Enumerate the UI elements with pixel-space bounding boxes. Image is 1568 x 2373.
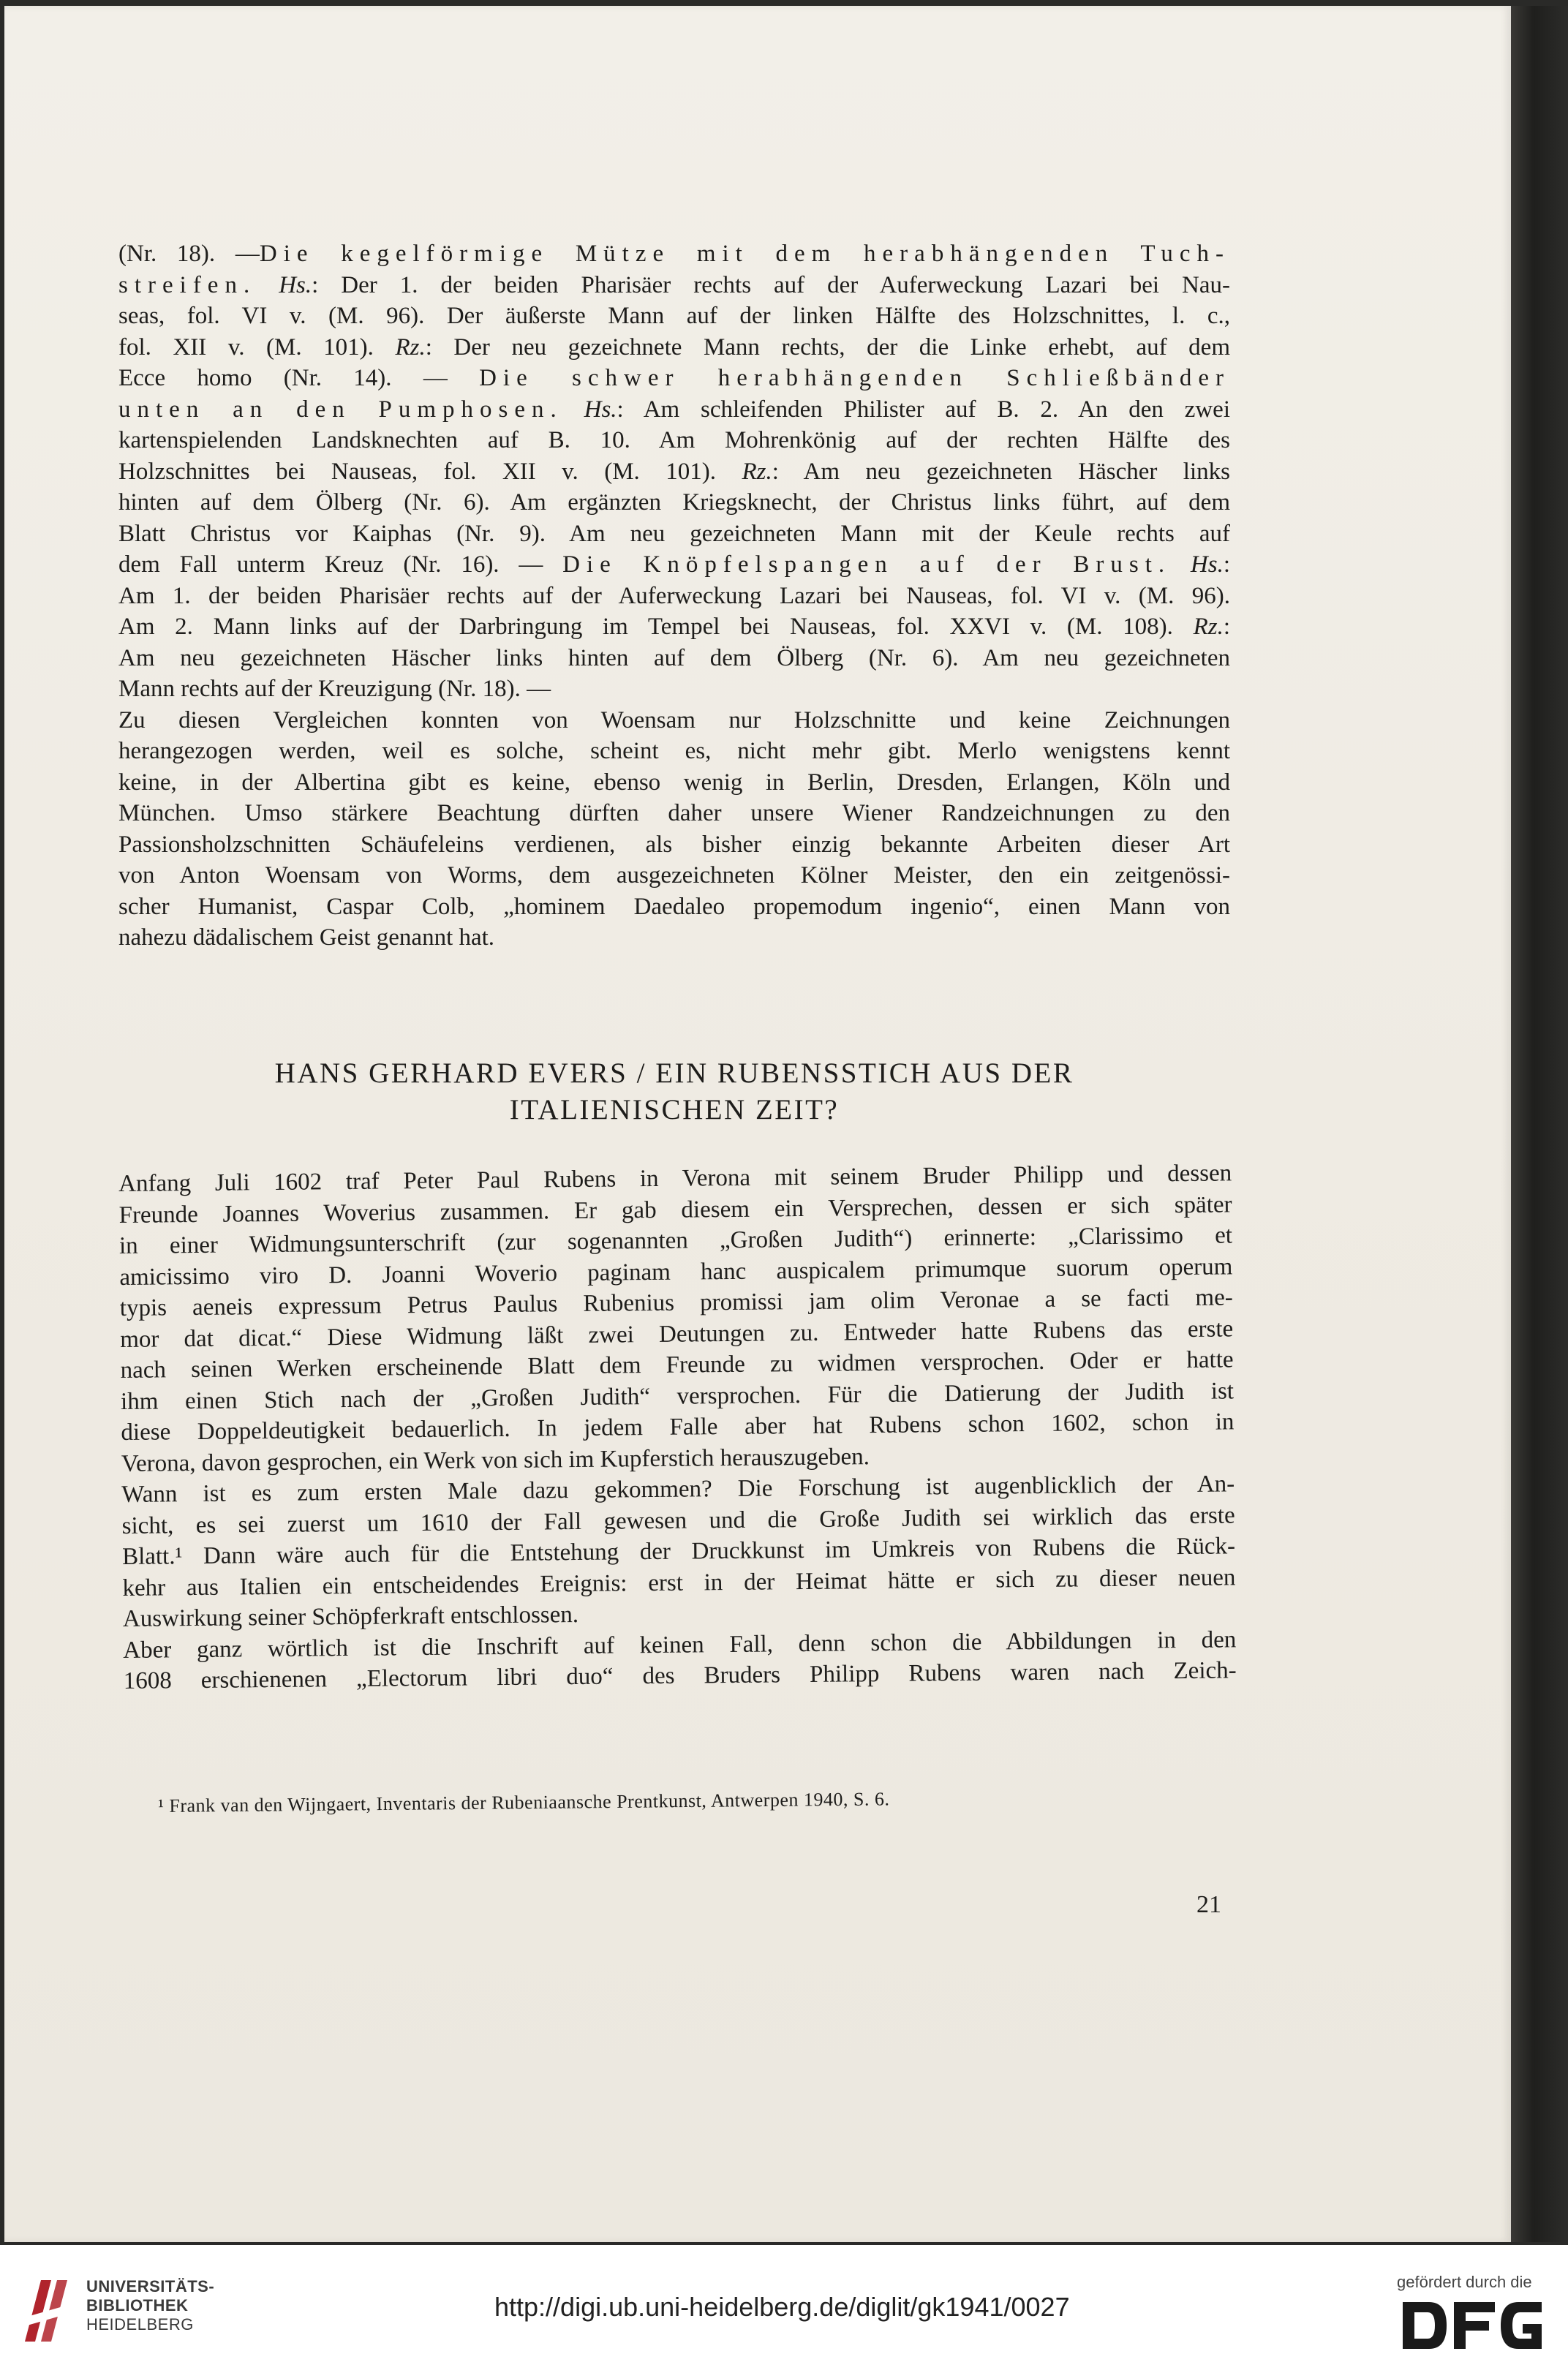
text-segment: : Am schleifenden Philister auf B. 2. An den zwei	[617, 396, 1231, 423]
text-block-lower	[118, 1158, 1237, 1697]
text-segment: Blatt.¹ Dann wäre auch für die Entstehung der Druckkunst im Umkreis von Rubens die Rück-	[121, 1533, 1236, 1570]
text-segment: mor dat dicat.“ Diese Widmung läßt zwei Deutungen zu. Entweder hatte Rubens das erste	[120, 1315, 1234, 1353]
text-segment: : Der 1. der beiden Pharisäer rechts auf der Auferweckung Lazari bei Nau-	[312, 271, 1231, 298]
text-segment: seas, fol. VI v. (M. 96). Der äußerste Mann auf der linken Hälfte des Holzschnittes, l. c.,	[118, 303, 1230, 329]
text-segment: Verona, davon gesprochen, ein Werk von sich im Kupferstich herauszugeben.	[121, 1443, 870, 1477]
text-line	[118, 891, 1230, 923]
text-segment	[1171, 551, 1191, 578]
text-line	[118, 549, 1230, 581]
permalink-url[interactable]: http://digi.ub.uni-heidelberg.de/diglit/gk1941/0027	[494, 2292, 1070, 2322]
text-line	[118, 611, 1230, 643]
text-segment: München. Umso stärkere Beachtung dürften daher unsere Wiener Randzeichnungen zu den	[118, 800, 1230, 826]
text-line	[118, 332, 1230, 363]
text-line	[118, 270, 1230, 301]
text-segment: ihm einen Stich nach der „Großen Judith“ versprochen. Für die Datierung der Judith ist	[120, 1377, 1235, 1415]
dfg-logo-icon	[1401, 2296, 1545, 2355]
text-segment: Auswirkung seiner Schöpferkraft entschlossen.	[122, 1601, 579, 1632]
article-heading	[118, 1055, 1230, 1128]
text-line	[118, 860, 1230, 891]
text-segment: keine, in der Albertina gibt es keine, ebenso wenig in Berlin, Dresden, Erlangen, Köln und	[118, 769, 1230, 796]
heading-line-2: ITALIENISCHEN ZEIT?	[509, 1094, 840, 1125]
text-line	[118, 425, 1230, 456]
spaced-emphasis-text: unten an den Pumphosen.	[118, 396, 563, 423]
text-line	[118, 301, 1230, 332]
text-segment: amicissimo viro D. Joanni Woverio paginam hanc auspicalem primumque suorum operum	[119, 1253, 1233, 1291]
library-name-line-1: UNIVERSITÄTS-	[86, 2277, 215, 2295]
text-segment: : Der neu gezeichnete Mann rechts, der die Linke erhebt, auf dem	[425, 333, 1230, 361]
spaced-emphasis-text: Die kegelförmige Mütze mit dem herabhängenden Tuch-	[259, 241, 1230, 267]
book-page	[4, 6, 1511, 2242]
text-line	[118, 518, 1230, 550]
text-segment: kartenspielenden Landsknechten auf B. 10. Am Mohrenkönig auf der rechten Hälfte des	[118, 427, 1230, 453]
text-line	[118, 487, 1230, 518]
library-name	[86, 2277, 214, 2334]
text-segment: Wann ist es zum ersten Male dazu gekommen? Die Forschung ist augenblicklich der An-	[121, 1471, 1235, 1508]
text-segment: Am 1. der beiden Pharisäer rechts auf der Auferweckung Lazari bei Nauseas, fol. VI v. (M. 96).	[118, 582, 1230, 609]
italic-abbreviation: Rz.	[742, 458, 772, 485]
text-segment: Blatt Christus vor Kaiphas (Nr. 9). Am neu gezeichneten Mann mit der Keule rechts auf	[118, 520, 1230, 547]
text-line	[118, 829, 1230, 861]
page-edge-shadow	[1511, 6, 1568, 2242]
text-line	[118, 238, 1230, 270]
footnote: ¹ Frank van den Wijngaert, Inventaris der Rubeniaansche Prentkunst, Antwerpen 1940, S. 6.	[158, 1788, 890, 1816]
text-segment: typis aeneis expressum Petrus Paulus Rubenius promissi jam olim Veronae a se facti me-	[119, 1284, 1233, 1321]
spaced-emphasis-text: streifen.	[118, 271, 257, 298]
text-segment: nahezu dädalischem Geist genannt hat.	[118, 924, 495, 951]
text-segment: Zu diesen Vergleichen konnten von Woensam nur Holzschnitte und keine Zeichnungen	[118, 706, 1230, 733]
text-line	[118, 394, 1230, 426]
text-line	[118, 922, 1230, 954]
text-segment: Am neu gezeichneten Häscher links hinten auf dem Ölberg (Nr. 6). Am neu gezeichneten	[118, 644, 1230, 671]
text-segment: nach seinen Werken erscheinende Blatt dem Freunde zu widmen versprochen. Oder er hatte	[120, 1346, 1234, 1384]
library-logo-icon	[19, 2274, 76, 2347]
text-segment	[563, 396, 584, 423]
text-segment: Passionsholzschnitten Schäufeleins verdienen, als bisher einzig bekannte Arbeiten dieser Art	[118, 831, 1230, 858]
text-segment: hinten auf dem Ölberg (Nr. 6). Am ergänzten Kriegsknecht, der Christus links führt, auf dem	[118, 489, 1230, 516]
text-line	[118, 581, 1230, 612]
text-line	[118, 736, 1230, 767]
text-segment	[256, 272, 279, 298]
text-line	[118, 674, 1230, 705]
text-segment: :	[1223, 614, 1230, 640]
page-number: 21	[1196, 1891, 1221, 1918]
heading-line-1: HANS GERHARD EVERS / EIN RUBENSSTICH AUS DER	[274, 1057, 1074, 1089]
text-line	[118, 456, 1230, 488]
italic-abbreviation: Hs.	[1190, 551, 1224, 578]
text-segment: von Anton Woensam von Worms, dem ausgezeichneten Kölner Meister, den ein zeitgenössi-	[118, 862, 1230, 889]
text-segment: diese Doppeldeutigkeit bedauerlich. In jedem Falle aber hat Rubens schon 1602, schon in	[121, 1408, 1235, 1446]
text-segment: fol. XII v. (M. 101).	[118, 333, 396, 361]
text-segment: Freunde Joannes Woverius zusammen. Er gab diesem ein Versprechen, dessen er sich später	[118, 1191, 1232, 1229]
text-segment: Holzschnittes bei Nauseas, fol. XII v. (M. 101).	[118, 458, 742, 485]
spaced-emphasis-text: Die Knöpfelspangen auf der Brust.	[562, 551, 1172, 578]
text-segment: Am 2. Mann links auf der Darbringung im Tempel bei Nauseas, fol. XXVI v. (M. 108).	[118, 614, 1194, 640]
text-line	[118, 767, 1230, 799]
text-segment: scher Humanist, Caspar Colb, „hominem Daedaleo propemodum ingenio“, einen Mann von	[118, 893, 1230, 920]
text-segment: (Nr. 18). —	[118, 241, 260, 267]
text-segment: Aber ganz wörtlich ist die Inschrift auf keinen Fall, denn schon die Abbildungen in den	[123, 1626, 1237, 1664]
library-name-line-3: HEIDELBERG	[86, 2315, 194, 2334]
spaced-emphasis-text: Die schwer herabhängenden Schließbänder	[479, 365, 1230, 391]
text-block-upper	[118, 238, 1230, 954]
text-segment: Mann rechts auf der Kreuzigung (Nr. 18). —	[118, 676, 551, 702]
funded-by-text: gefördert durch die	[1397, 2273, 1532, 2291]
text-segment: herangezogen werden, weil es solche, scheint es, nicht mehr gibt. Merlo wenigstens kennt	[118, 738, 1230, 764]
italic-abbreviation: Rz.	[395, 333, 426, 361]
text-line	[118, 643, 1230, 674]
text-segment: : Am neu gezeichneten Häscher links	[772, 458, 1230, 485]
text-segment: 1608 erschienenen „Electorum libri duo“ des Bruders Philipp Rubens waren nach Zeich-	[123, 1657, 1237, 1694]
text-segment: kehr aus Italien ein entscheidendes Ereignis: erst in der Heimat hätte er sich zu dieser neuen	[122, 1563, 1236, 1602]
text-line	[118, 705, 1230, 736]
text-segment: Ecce homo (Nr. 14). —	[118, 365, 480, 391]
text-line	[118, 798, 1230, 829]
text-segment: :	[1223, 551, 1231, 578]
text-line	[118, 363, 1230, 394]
library-name-line-2: BIBLIOTHEK	[86, 2296, 189, 2314]
text-segment: in einer Widmungsunterschrift (zur sogenannten „Großen Judith“) erinnerte: „Clarissimo et	[118, 1222, 1233, 1259]
italic-abbreviation: Rz.	[1193, 614, 1224, 640]
text-segment: dem Fall unterm Kreuz (Nr. 16). —	[118, 551, 563, 578]
text-segment: Anfang Juli 1602 traf Peter Paul Rubens in Verona mit seinem Bruder Philipp und dessen	[118, 1160, 1232, 1197]
italic-abbreviation: Hs.	[279, 271, 312, 298]
italic-abbreviation: Hs.	[584, 396, 617, 423]
text-segment: sicht, es sei zuerst um 1610 der Fall gewesen und die Große Judith sei wirklich das erste	[121, 1501, 1235, 1539]
